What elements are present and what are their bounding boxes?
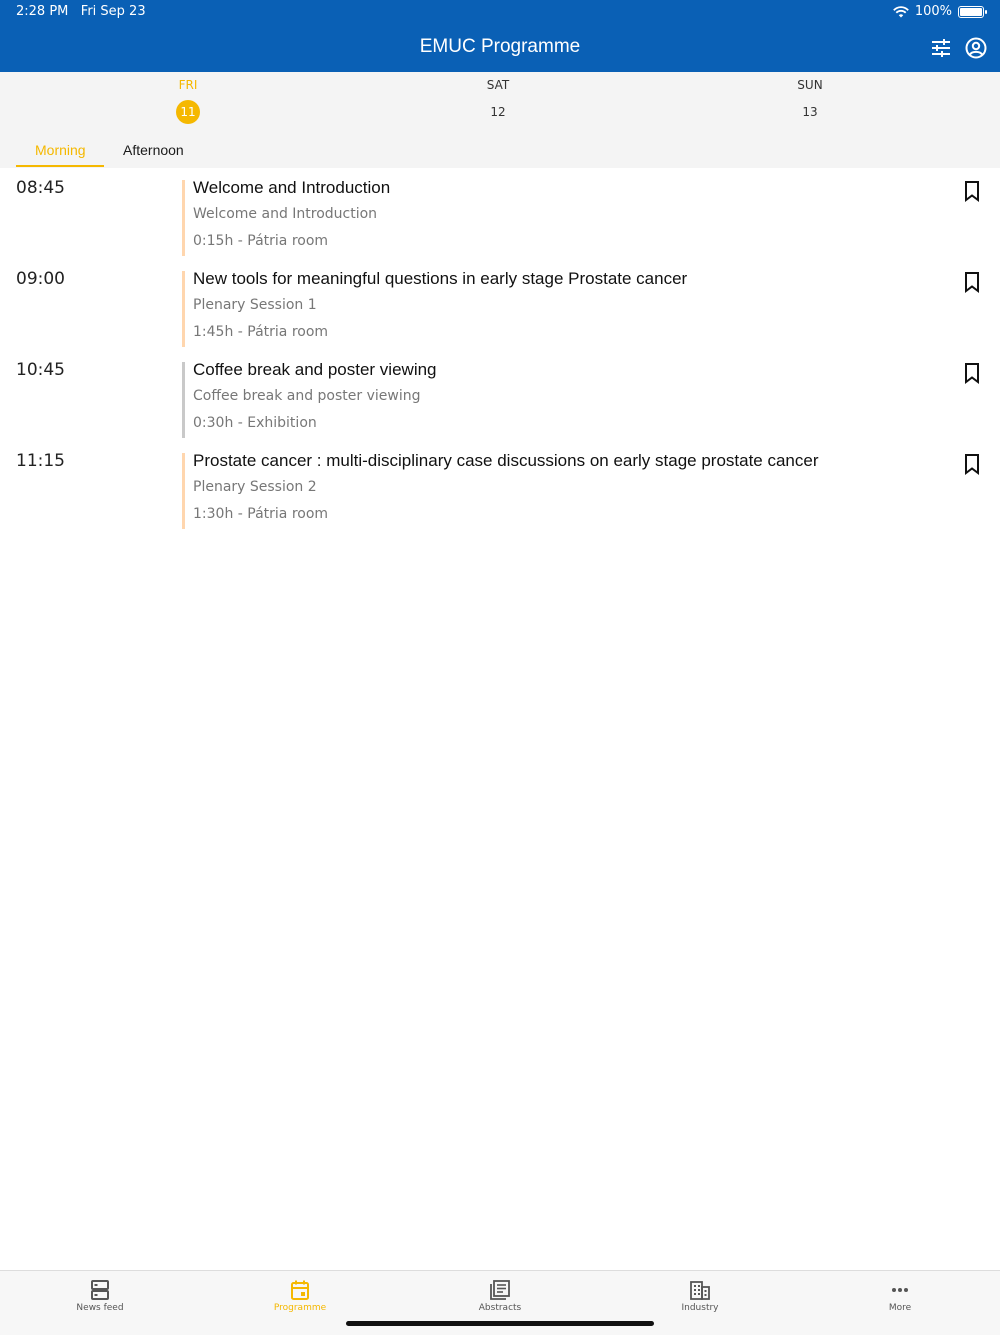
bookmark-icon[interactable] [962, 180, 982, 202]
page-title: EMUC Programme [419, 36, 581, 57]
day-number: 11 [176, 100, 200, 124]
more-dots-icon [889, 1279, 911, 1301]
nav-label: More [888, 1303, 912, 1313]
session-item[interactable] [0, 263, 1000, 353]
session-duration-room: 0:30h - Exhibition [193, 415, 317, 431]
day-tab-fri[interactable] [148, 78, 228, 124]
day-name: SUN [797, 78, 823, 92]
session-subtitle: Welcome and Introduction [193, 206, 378, 222]
session-item[interactable] [0, 445, 1000, 535]
news-feed-icon [89, 1279, 111, 1301]
session-item[interactable] [0, 354, 1000, 444]
nav-news-feed[interactable] [40, 1279, 160, 1313]
session-subtitle: Plenary Session 1 [193, 297, 317, 313]
day-name: SAT [486, 78, 510, 92]
wifi-icon [893, 6, 909, 18]
session-time: 09:00 [16, 269, 65, 289]
home-indicator [346, 1321, 654, 1326]
status-time-date [16, 4, 146, 19]
session-time: 11:15 [16, 451, 65, 471]
day-number: 12 [490, 105, 506, 119]
session-time: 10:45 [16, 360, 65, 380]
session-title: Welcome and Introduction [193, 178, 391, 197]
session-subtitle: Plenary Session 2 [193, 479, 317, 495]
session-title: Prostate cancer : multi-disciplinary case discussions on early stage prostate cancer [193, 451, 819, 470]
session-color-bar [182, 362, 185, 438]
day-number: 13 [802, 105, 818, 119]
session-color-bar [182, 271, 185, 347]
bookmark-icon[interactable] [962, 362, 982, 384]
day-tab-sun[interactable] [770, 78, 850, 124]
battery-percent: 100% [914, 4, 952, 19]
filter-sliders-icon[interactable] [929, 36, 953, 60]
nav-label: News feed [76, 1303, 124, 1313]
nav-abstracts[interactable] [440, 1279, 560, 1313]
account-circle-icon[interactable] [964, 36, 988, 60]
active-tab-indicator [16, 165, 104, 167]
session-duration-room: 1:30h - Pátria room [193, 506, 329, 522]
status-time: 2:28 PM [16, 4, 69, 19]
session-duration-room: 1:45h - Pátria room [193, 324, 329, 340]
status-date: Fri Sep 23 [80, 4, 146, 19]
session-duration-room: 0:15h - Pátria room [193, 233, 329, 249]
nav-label: Industry [681, 1303, 719, 1313]
nav-industry[interactable] [640, 1279, 760, 1313]
bookmark-icon[interactable] [962, 453, 982, 475]
day-tab-sat[interactable] [458, 78, 538, 124]
nav-label: Abstracts [478, 1303, 522, 1313]
bookmark-icon[interactable] [962, 271, 982, 293]
status-indicators [893, 4, 984, 19]
session-color-bar [182, 180, 185, 256]
nav-label: Programme [273, 1303, 327, 1313]
tab-morning[interactable]: Morning [35, 142, 86, 158]
session-title: Coffee break and poster viewing [193, 360, 437, 379]
abstracts-icon [489, 1279, 511, 1301]
session-subtitle: Coffee break and poster viewing [193, 388, 421, 404]
calendar-icon [289, 1279, 311, 1301]
session-color-bar [182, 453, 185, 529]
building-icon [689, 1279, 711, 1301]
session-time: 08:45 [16, 178, 65, 198]
top-app-bar [0, 0, 1000, 72]
tab-afternoon[interactable]: Afternoon [123, 142, 184, 158]
battery-icon [958, 6, 984, 18]
nav-more[interactable] [840, 1279, 960, 1313]
session-item[interactable] [0, 172, 1000, 262]
day-name: FRI [178, 78, 198, 92]
nav-programme[interactable] [240, 1279, 360, 1313]
session-title: New tools for meaningful questions in early stage Prostate cancer [193, 269, 688, 288]
